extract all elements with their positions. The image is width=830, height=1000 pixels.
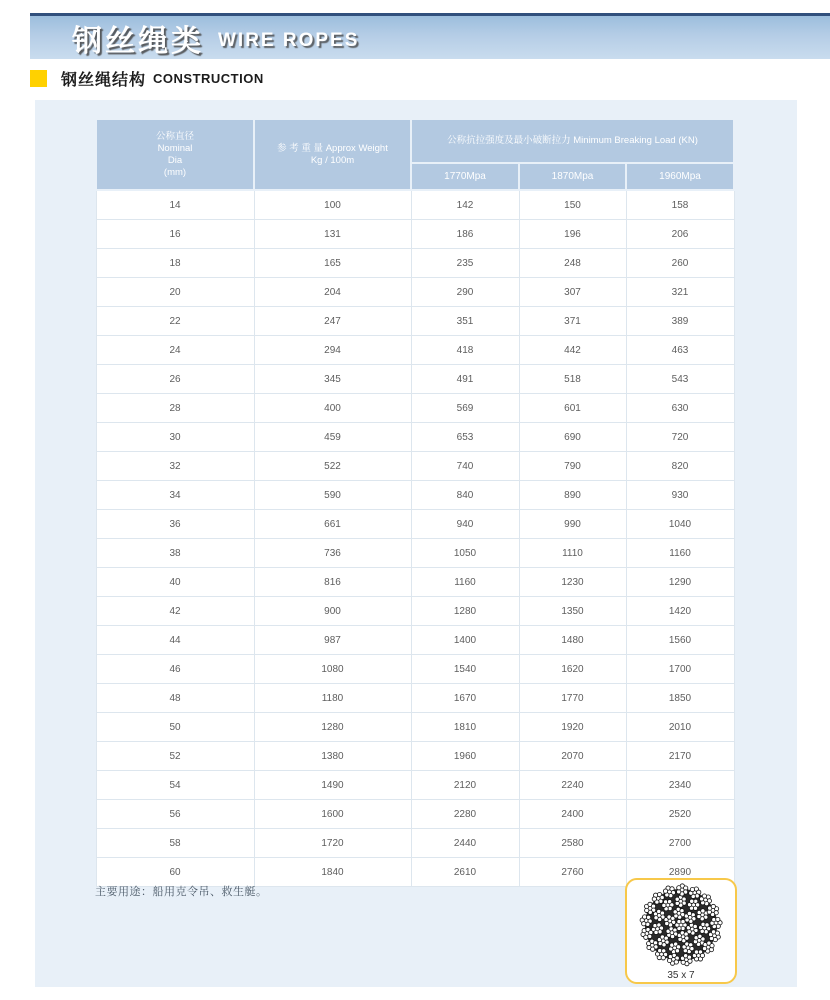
table-cell: 442 (519, 336, 626, 365)
table-cell: 990 (519, 510, 626, 539)
table-cell: 371 (519, 307, 626, 336)
table-row (96, 742, 734, 771)
table-row (96, 800, 734, 829)
table-cell: 740 (411, 452, 519, 481)
table-cell: 630 (626, 394, 734, 423)
table-cell: 987 (254, 626, 411, 655)
table-row (96, 655, 734, 684)
table-row (96, 539, 734, 568)
table-cell: 2070 (519, 742, 626, 771)
table-row (96, 452, 734, 481)
table-cell: 389 (626, 307, 734, 336)
table-cell: 307 (519, 278, 626, 307)
table-row (96, 220, 734, 249)
table-cell: 1490 (254, 771, 411, 800)
table-cell: 2400 (519, 800, 626, 829)
table-cell: 196 (519, 220, 626, 249)
table-cell: 150 (519, 190, 626, 220)
spec-table-body (96, 190, 734, 887)
table-cell: 518 (519, 365, 626, 394)
table-cell: 50 (96, 713, 254, 742)
rope-construction-label: 35 x 7 (667, 970, 695, 981)
table-cell: 48 (96, 684, 254, 713)
table-cell: 720 (626, 423, 734, 452)
table-cell: 816 (254, 568, 411, 597)
table-cell: 1840 (254, 858, 411, 887)
table-cell: 44 (96, 626, 254, 655)
table-row (96, 307, 734, 336)
table-cell: 42 (96, 597, 254, 626)
table-cell: 40 (96, 568, 254, 597)
table-cell: 131 (254, 220, 411, 249)
table-cell: 1350 (519, 597, 626, 626)
table-cell: 491 (411, 365, 519, 394)
table-cell: 569 (411, 394, 519, 423)
table-cell: 2240 (519, 771, 626, 800)
col-header-grade-1870: 1870Mpa (519, 163, 626, 190)
table-cell: 38 (96, 539, 254, 568)
table-cell: 54 (96, 771, 254, 800)
table-cell: 1480 (519, 626, 626, 655)
table-cell: 1720 (254, 829, 411, 858)
table-cell: 1400 (411, 626, 519, 655)
table-cell: 1600 (254, 800, 411, 829)
table-cell: 463 (626, 336, 734, 365)
table-cell: 820 (626, 452, 734, 481)
rope-cross-section-image (639, 883, 723, 967)
table-row (96, 249, 734, 278)
table-row (96, 336, 734, 365)
table-cell: 247 (254, 307, 411, 336)
table-cell: 1080 (254, 655, 411, 684)
table-cell: 32 (96, 452, 254, 481)
table-cell: 2120 (411, 771, 519, 800)
table-cell: 940 (411, 510, 519, 539)
table-cell: 1380 (254, 742, 411, 771)
table-cell: 235 (411, 249, 519, 278)
table-cell: 1280 (411, 597, 519, 626)
table-cell: 790 (519, 452, 626, 481)
yellow-square-icon (30, 70, 47, 87)
table-cell: 736 (254, 539, 411, 568)
table-cell: 1920 (519, 713, 626, 742)
table-cell: 1700 (626, 655, 734, 684)
table-cell: 400 (254, 394, 411, 423)
table-cell: 590 (254, 481, 411, 510)
table-cell: 351 (411, 307, 519, 336)
page-banner (30, 13, 830, 59)
table-cell: 890 (519, 481, 626, 510)
table-cell: 930 (626, 481, 734, 510)
table-cell: 1280 (254, 713, 411, 742)
banner-title-zh: 钢丝绳类 (72, 24, 204, 58)
col-header-breaking-load: 公称抗拉强度及最小破断拉力 Minimum Breaking Load (KN) (411, 119, 734, 163)
usage-note: 主要用途：船用克令吊、救生艇。 (95, 886, 268, 898)
table-cell: 158 (626, 190, 734, 220)
table-cell: 36 (96, 510, 254, 539)
table-cell: 294 (254, 336, 411, 365)
table-cell: 248 (519, 249, 626, 278)
table-cell: 46 (96, 655, 254, 684)
table-cell: 1160 (411, 568, 519, 597)
table-cell: 142 (411, 190, 519, 220)
table-row (96, 481, 734, 510)
table-cell: 1850 (626, 684, 734, 713)
table-cell: 522 (254, 452, 411, 481)
banner-title-en: WIRE ROPES (218, 29, 360, 51)
table-row (96, 568, 734, 597)
section-header (30, 67, 264, 89)
table-cell: 321 (626, 278, 734, 307)
table-cell: 1770 (519, 684, 626, 713)
table-row (96, 365, 734, 394)
table-cell: 34 (96, 481, 254, 510)
table-cell: 601 (519, 394, 626, 423)
content-panel (35, 100, 797, 987)
table-cell: 1290 (626, 568, 734, 597)
table-row (96, 713, 734, 742)
table-cell: 900 (254, 597, 411, 626)
table-cell: 1110 (519, 539, 626, 568)
table-cell: 345 (254, 365, 411, 394)
table-cell: 2280 (411, 800, 519, 829)
section-title-zh: 钢丝绳结构 (61, 71, 147, 89)
table-cell: 1160 (626, 539, 734, 568)
table-cell: 290 (411, 278, 519, 307)
table-row (96, 771, 734, 800)
table-cell: 1960 (411, 742, 519, 771)
rope-cross-section-box (625, 878, 737, 984)
table-cell: 186 (411, 220, 519, 249)
table-cell: 2610 (411, 858, 519, 887)
table-cell: 206 (626, 220, 734, 249)
table-row (96, 510, 734, 539)
table-cell: 661 (254, 510, 411, 539)
table-cell: 26 (96, 365, 254, 394)
spec-table (95, 118, 735, 887)
table-cell: 2760 (519, 858, 626, 887)
spec-table-header (96, 119, 734, 190)
table-row (96, 626, 734, 655)
table-cell: 1180 (254, 684, 411, 713)
table-cell: 60 (96, 858, 254, 887)
table-cell: 16 (96, 220, 254, 249)
table-cell: 204 (254, 278, 411, 307)
table-cell: 28 (96, 394, 254, 423)
table-cell: 2580 (519, 829, 626, 858)
table-cell: 100 (254, 190, 411, 220)
col-header-grade-1770: 1770Mpa (411, 163, 519, 190)
table-cell: 418 (411, 336, 519, 365)
section-title-en: CONSTRUCTION (153, 70, 264, 86)
table-row (96, 423, 734, 452)
table-cell: 2890 (626, 858, 734, 887)
table-cell: 52 (96, 742, 254, 771)
table-cell: 690 (519, 423, 626, 452)
table-cell: 1810 (411, 713, 519, 742)
table-cell: 24 (96, 336, 254, 365)
table-cell: 459 (254, 423, 411, 452)
table-cell: 1230 (519, 568, 626, 597)
table-cell: 2340 (626, 771, 734, 800)
col-header-weight: 参 考 重 量 Approx Weight Kg / 100m (254, 119, 411, 190)
table-row (96, 394, 734, 423)
table-cell: 14 (96, 190, 254, 220)
table-cell: 840 (411, 481, 519, 510)
table-cell: 2700 (626, 829, 734, 858)
table-row (96, 190, 734, 220)
table-cell: 653 (411, 423, 519, 452)
table-row (96, 684, 734, 713)
table-cell: 1620 (519, 655, 626, 684)
table-cell: 1670 (411, 684, 519, 713)
table-cell: 543 (626, 365, 734, 394)
table-cell: 1040 (626, 510, 734, 539)
table-cell: 1420 (626, 597, 734, 626)
table-cell: 2440 (411, 829, 519, 858)
table-cell: 20 (96, 278, 254, 307)
table-cell: 1540 (411, 655, 519, 684)
table-cell: 1560 (626, 626, 734, 655)
table-cell: 58 (96, 829, 254, 858)
table-cell: 30 (96, 423, 254, 452)
table-cell: 165 (254, 249, 411, 278)
table-row (96, 597, 734, 626)
table-cell: 2010 (626, 713, 734, 742)
col-header-grade-1960: 1960Mpa (626, 163, 734, 190)
table-row (96, 829, 734, 858)
table-cell: 56 (96, 800, 254, 829)
table-cell: 2520 (626, 800, 734, 829)
table-cell: 18 (96, 249, 254, 278)
col-header-diameter: 公称直径 Nominal Dia (mm) (96, 119, 254, 190)
table-cell: 260 (626, 249, 734, 278)
table-row (96, 278, 734, 307)
table-cell: 2170 (626, 742, 734, 771)
table-cell: 22 (96, 307, 254, 336)
table-cell: 1050 (411, 539, 519, 568)
